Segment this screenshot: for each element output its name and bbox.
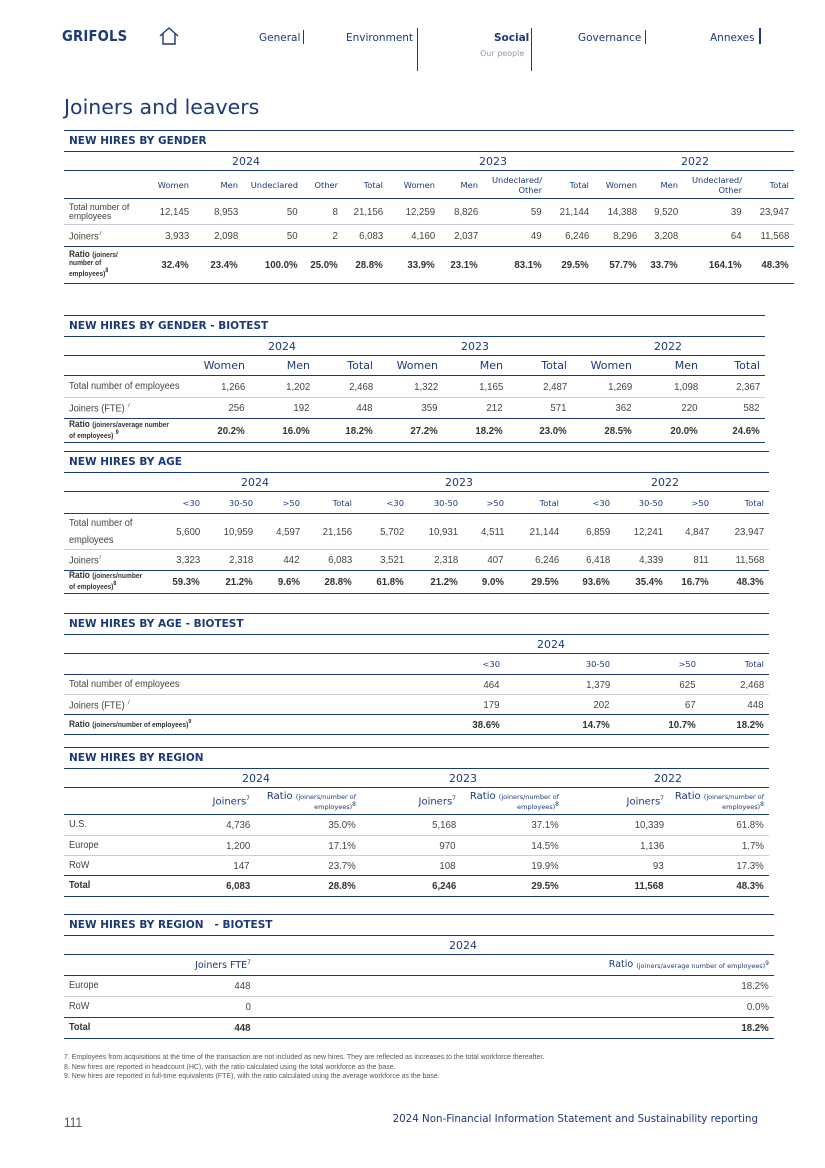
nav-divider [759,28,761,44]
col-header: Women [605,179,637,190]
table-cell: 256 [228,402,245,414]
table-cell: 18.2% [736,718,764,731]
nav-governance[interactable]: Governance [578,32,642,44]
table-row [64,876,769,896]
col-header: Total [347,359,373,372]
table-cell: 100.0% [265,259,298,271]
table-cell: 448 [747,698,764,711]
page-number: 111 [64,1114,83,1130]
section-title: NEW HIRES BY REGION - BIOTEST [69,919,273,931]
table-cell: 48.3% [736,880,764,892]
table-cell: 61.8% [736,819,764,831]
table-cell: 50 [287,229,298,242]
year-header-row [64,635,769,653]
table-cell: 16.0% [282,424,310,437]
grifols-logo[interactable]: GRIFOLS [62,27,128,45]
table-cell: 2,367 [735,380,760,393]
table-cell: 12,259 [405,205,435,218]
table-cell: 1,165 [478,380,503,393]
table-cell: 93.6% [582,576,610,588]
footer-title: 2024 Non-Financial Information Statement and Sustainability reporting [392,1113,758,1125]
table-cell: 2,487 [542,380,567,393]
column-header-row [64,654,769,674]
table-cell: 93 [653,859,664,872]
table-cell: 21,156 [353,205,383,218]
table-cell: 4,160 [410,229,435,242]
table-cell: 10,339 [634,819,664,831]
table-cell: 23.4% [210,259,238,271]
table-cell: 442 [283,554,300,566]
table-cell: 212 [486,402,503,414]
row-label: Total [69,880,91,891]
table-cell: 67 [685,698,696,711]
table-cell: 220 [681,402,698,414]
table-cell: 19.9% [531,859,559,872]
table-row [64,976,774,996]
col-header: Women [203,359,245,372]
year-label: 2023 [479,154,507,168]
table-cell: 0.0% [746,1001,769,1013]
table-cell: 10.7% [668,718,696,731]
year-label: 2022 [654,339,682,353]
table-cell: 14.5% [531,839,559,852]
table-cell: 23.7% [328,859,356,872]
year-header-row [64,769,769,787]
table-cell: 18.2% [741,1022,769,1034]
table-cell: 50 [287,205,298,218]
table-cell: 179 [483,698,500,711]
table-cell: 33.9% [407,259,435,271]
table-cell: 4,597 [275,525,300,538]
table-cell: 108 [439,859,456,872]
table-cell: 12,241 [633,525,663,538]
year-label: 2023 [461,339,489,353]
table-row [64,571,769,593]
table-cell: 23,947 [734,525,764,538]
table-cell: 2,468 [739,678,764,691]
table-row [64,550,769,570]
row-label: Total number of employees [69,678,180,690]
col-header: Men [479,359,503,372]
nav-divider [645,30,646,44]
table-cell: 1,202 [285,380,310,393]
table-cell: 28.8% [355,259,383,271]
col-header: 30-50 [585,659,610,669]
table-new-hires-by-age-biotest [64,613,769,735]
page-title: Joiners and leavers [64,95,260,119]
section-title: NEW HIRES BY AGE - BIOTEST [69,618,244,630]
col-header: >50 [282,497,300,508]
table-cell: 61.8% [376,576,404,588]
table-cell: 1.7% [741,839,764,852]
col-header: Total [332,497,352,508]
table-cell: 29.5% [561,259,589,271]
col-header: Men [460,179,478,190]
nav-social[interactable]: Social [494,32,530,44]
table-cell: 64 [731,229,742,242]
col-header: Total [744,659,764,669]
table-cell: 2,037 [453,229,478,242]
row-label: RoW [69,859,90,871]
table-cell: 57.7% [609,259,637,271]
col-header: Undeclared [250,179,298,190]
table-cell: 5,600 [175,525,200,538]
table-row [64,514,769,549]
table-cell: 29.5% [531,880,559,892]
table-cell: 1,266 [220,380,245,393]
table-row [64,815,769,835]
table-cell: 362 [615,402,632,414]
row-label: Joiners$^7$ [69,230,102,243]
table-cell: 16.7% [681,576,709,588]
table-cell: 571 [550,402,567,414]
table-cell: 17.3% [736,859,764,872]
table-cell: 3,933 [164,229,189,242]
row-label: Ratio (joiners/number of employees)$^8$ [69,570,143,592]
table-cell: 28.8% [328,880,356,892]
table-cell: 28.8% [324,576,352,588]
col-header: Joiners$^7$ [626,794,664,808]
row-label: Joiners$^7$ [69,555,102,567]
nav-annexes[interactable]: Annexes [710,32,755,44]
col-header: 30-50 [433,497,458,508]
row-label: Joiners (FTE) $^7$ [69,403,131,415]
table-cell: 5,702 [379,525,404,538]
column-header-row [64,955,774,975]
table-cell: 464 [483,678,500,691]
table-cell: 6,083 [327,554,352,566]
table-cell: 9.6% [277,576,300,588]
row-label: Europe [69,839,99,851]
row-label: Total number of employees [69,201,130,222]
table-cell: 38.6% [472,718,500,731]
footnote: 7. Employees from acquisitions at the time of the transaction are not included as new hires. They are reflected as increases to the total workforce thereafter. [64,1052,545,1061]
table-cell: 811 [693,554,709,566]
col-header: Total [744,497,764,508]
table-cell: 37.1% [531,819,559,831]
table-cell: 14.7% [582,718,610,731]
year-label: 2024 [537,637,565,651]
table-cell: 970 [439,839,456,852]
col-header: Women [396,359,438,372]
column-header-row [64,492,769,513]
col-header: Women [590,359,632,372]
row-label: Total number of employees [69,380,180,392]
table-cell: 29.5% [531,576,559,588]
col-header: Women [403,179,435,190]
row-label: Total [69,1022,91,1033]
table-cell: 1,200 [225,839,250,852]
col-header: Men [220,179,238,190]
table-cell: 448 [234,980,251,992]
year-label: 2022 [681,154,709,168]
section-title: NEW HIRES BY AGE [69,456,182,468]
year-label: 2024 [449,938,477,952]
table-cell: 20.2% [217,424,245,437]
table-new-hires-by-gender [64,130,794,284]
year-label: 2023 [449,771,477,785]
table-cell: 4,736 [225,819,250,831]
section-title: NEW HIRES BY REGION [69,752,204,764]
table-cell: 3,521 [379,554,404,566]
table-cell: 27.2% [410,424,438,437]
year-header-row [64,936,774,954]
table-row [64,856,769,875]
table-cell: 6,418 [585,554,610,566]
col-header: Total [734,359,760,372]
year-label: 2022 [654,771,682,785]
table-cell: 59.3% [172,576,200,588]
year-header-row [64,473,769,491]
year-header-row [64,337,765,355]
col-header: <30 [482,659,500,669]
table-cell: 10,931 [428,525,458,538]
row-label: RoW [69,1001,90,1012]
col-header: Women [157,179,189,190]
table-cell: 407 [487,554,504,566]
table-row [64,247,794,283]
table-cell: 21.2% [225,576,253,588]
table-cell: 32.4% [161,259,189,271]
table-cell: 6,246 [534,554,559,566]
table-cell: 3,208 [653,229,678,242]
nav-divider [417,28,418,71]
nav-divider [531,28,532,71]
table-row [64,675,769,694]
table-row [64,398,765,418]
table-cell: 49 [531,229,542,242]
home-icon[interactable] [158,26,180,46]
table-cell: 35.0% [328,819,356,831]
column-header-row [64,788,769,814]
table-row [64,419,765,442]
table-cell: 0 [245,1001,251,1013]
col-header: >50 [691,497,709,508]
row-label: Ratio (joiners/average number of employees) $^9$ [69,418,169,441]
table-new-hires-by-region-biotest [64,914,774,1039]
col-header: <30 [182,497,200,508]
section-title: NEW HIRES BY GENDER [69,135,207,147]
col-header: Total [363,179,383,190]
col-header: <30 [386,497,404,508]
table-cell: 147 [233,859,250,872]
table-cell: 6,246 [564,229,589,242]
table-cell: 164.1% [709,259,742,271]
table-cell: 359 [421,402,438,414]
nav-general[interactable]: General [259,32,301,44]
table-cell: 21,144 [529,525,559,538]
table-cell: 59 [531,205,542,218]
col-header: 30-50 [228,497,253,508]
table-row [64,695,769,714]
col-header: Total [569,179,589,190]
col-header: Undeclared/ Other [691,174,742,195]
column-header-row [64,356,765,375]
col-header: Ratio (joiners/number of employees)8 [266,791,356,812]
table-cell: 83.1% [514,259,542,271]
table-new-hires-by-region [64,747,769,897]
table-cell: 23.1% [450,259,478,271]
footnote: 8. New hires are reported in headcount (HC), with the ratio calculated using the total workforce as the base. [64,1061,396,1071]
year-label: 2023 [445,475,473,489]
table-row [64,199,794,224]
table-cell: 1,098 [673,380,698,393]
col-header: Men [286,359,310,372]
table-row [64,997,774,1017]
table-cell: 14,388 [607,205,637,218]
table-cell: 2,318 [433,554,458,566]
col-header: Ratio (joiners/number of employees)8 [674,791,764,812]
row-label: Joiners (FTE) $^7$ [69,699,131,712]
column-header-row [64,171,794,198]
table-cell: 11,568 [735,554,764,566]
col-header: Joiners$^7$ [418,794,456,808]
col-header: Other [314,179,338,190]
table-cell: 1,136 [639,839,664,852]
table-cell: 8,826 [453,205,478,218]
table-cell: 35.4% [635,576,663,588]
table-cell: 48.3% [761,259,789,271]
table-cell: 2,098 [213,229,238,242]
year-label: 2024 [242,771,270,785]
table-cell: 2 [332,229,338,242]
table-cell: 448 [356,402,373,414]
table-cell: 21.2% [430,576,458,588]
row-label: Ratio (joiners/number of employees)$^9$ [69,718,192,731]
table-new-hires-by-gender-biotest [64,315,765,443]
table-cell: 21,144 [559,205,589,218]
table-cell: 18.2% [741,980,769,992]
col-header: Total [539,497,559,508]
table-cell: 4,847 [684,525,709,538]
table-new-hires-by-age [64,451,769,594]
table-cell: 24.6% [732,424,760,437]
table-cell: 3,323 [175,554,200,566]
table-cell: 192 [293,402,310,414]
table-cell: 48.3% [736,576,764,588]
table-cell: 21,156 [322,525,352,538]
table-cell: 18.2% [475,424,503,437]
table-cell: 39 [731,205,742,218]
table-cell: 6,083 [358,229,383,242]
year-header-row [64,152,794,170]
table-cell: 8,296 [612,229,637,242]
table-cell: 8,953 [213,205,238,218]
table-cell: 4,339 [638,554,663,566]
nav-environment[interactable]: Environment [346,32,414,44]
year-label: 2024 [232,154,260,168]
col-header: Total [541,359,567,372]
col-header: Total [769,179,789,190]
table-row [64,225,794,246]
table-cell: 625 [679,678,696,691]
table-cell: 4,511 [480,525,504,538]
table-row [64,715,769,734]
col-header: <30 [592,497,610,508]
row-label: U.S. [69,819,87,830]
table-row [64,1018,774,1038]
year-label: 2022 [651,475,679,489]
table-cell: 5,168 [431,819,456,831]
section-title: NEW HIRES BY GENDER - BIOTEST [69,320,269,332]
table-cell: 202 [593,698,610,711]
table-cell: 9.0% [481,576,504,588]
table-cell: 1,379 [585,678,610,691]
nav-divider [303,30,304,44]
table-cell: 6,246 [431,880,456,892]
table-cell: 20.0% [670,424,698,437]
table-cell: 25.0% [310,259,338,271]
table-cell: 10,959 [223,525,253,538]
table-cell: 2,468 [348,380,373,393]
table-row [64,376,765,397]
col-header: Men [674,359,698,372]
table-cell: 23.0% [539,424,567,437]
table-cell: 12,145 [159,205,189,218]
nav-social-sub[interactable]: Our people [480,49,525,58]
year-label: 2024 [241,475,269,489]
row-label: Total number of employees [69,517,133,546]
table-cell: 23,947 [759,205,789,218]
table-cell: 9,520 [653,205,678,218]
table-cell: 28.5% [604,424,632,437]
footnote: 9. New hires are reported in full-time equivalents (FTE), with the ratio calculated using the average workforce as the base. [64,1071,440,1080]
table-cell: 18.2% [345,424,373,437]
table-cell: 1,322 [413,380,438,393]
row-label: Europe [69,980,99,991]
table-cell: 11,568 [634,880,664,892]
table-cell: 11,568 [760,229,789,242]
table-cell: 8 [332,205,338,218]
table-cell: 6,859 [585,525,610,538]
col-header: Undeclared/ Other [491,174,542,195]
table-cell: 17.1% [328,839,356,852]
col-header: Joiners FTE$^7$ [195,958,251,972]
table-cell: 582 [743,402,760,414]
col-header: Ratio (joiners/number of employees)8 [469,791,559,812]
table-cell: 1,269 [607,380,632,393]
table-row [64,836,769,855]
col-header: Joiners$^7$ [212,794,250,808]
table-cell: 448 [234,1022,251,1034]
col-header: >50 [678,659,696,669]
table-cell: 33.7% [650,259,678,271]
col-header: Men [660,179,678,190]
footnotes [64,1052,544,1081]
row-label: Ratio (joiners/ number of employees)$^8$ [69,249,118,279]
year-label: 2024 [268,339,296,353]
col-header: Ratio (joiners/average number of employees)9 [608,959,769,971]
col-header: 30-50 [638,497,663,508]
table-cell: 6,083 [225,880,250,892]
col-header: >50 [486,497,504,508]
table-cell: 2,318 [228,554,253,566]
